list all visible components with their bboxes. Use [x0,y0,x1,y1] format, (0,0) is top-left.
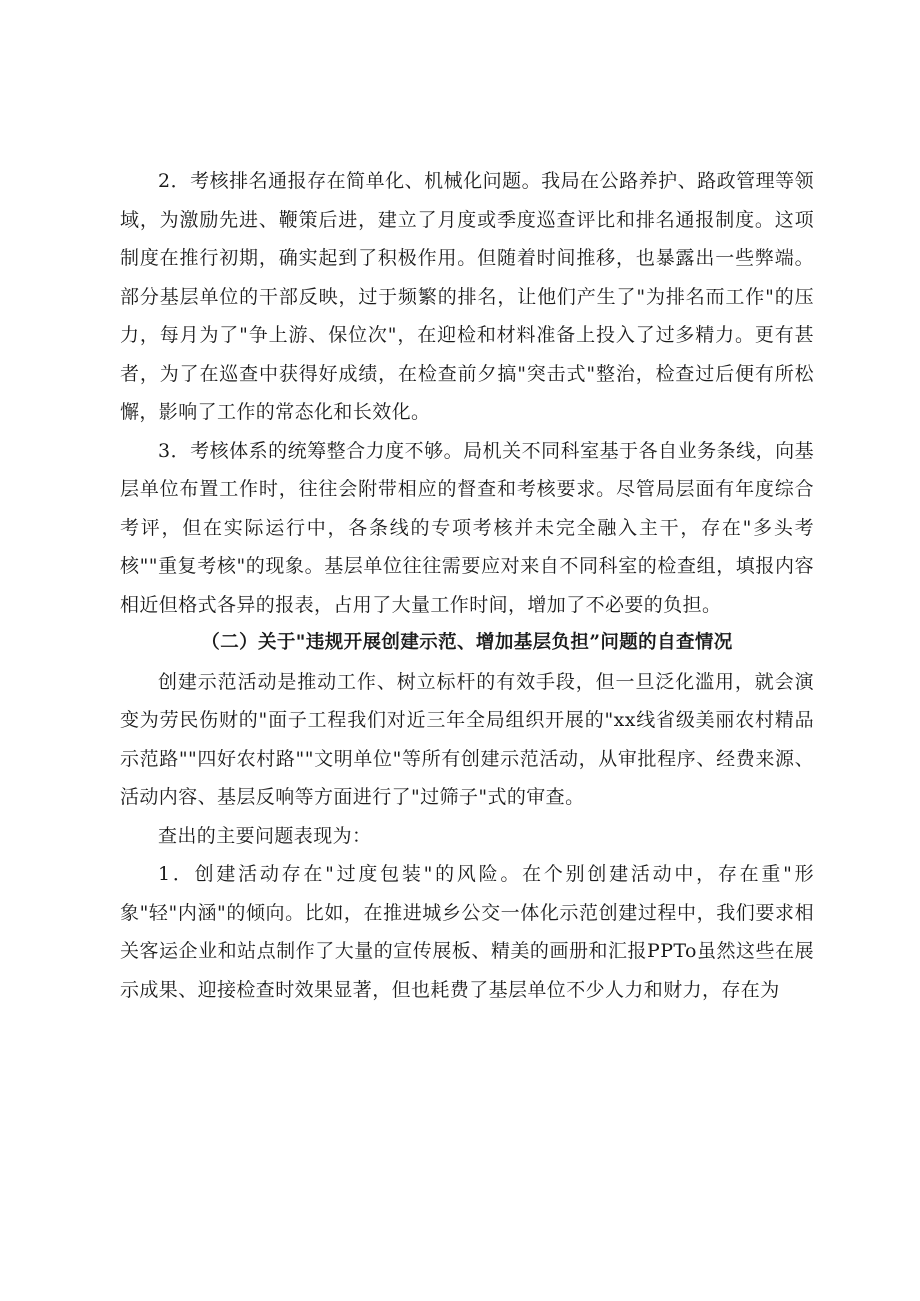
section-heading: （二）关于"违规开展创建示范、增加基层负担”问题的自查情况 [201,632,733,653]
paragraph-lead: 查出的主要问题表现为： [158,824,372,847]
paragraph-item-3: 3．考核体系的统筹整合力度不够。局机关不同科室基于各自业务条线，向基层单位布置工作时，往往会附带相应的督查和考核要求。尽管局层面有年度综合考评，但在实际运行中，各条线的专项考核并未完全融入主干，存在"多头考核""重复考核"的现象。基层单位往往需要应对来自不同科室的检查组，填报内容相近但格式各异的报表，占用了大量工作时间，增加了不必要的负担。 [120,439,814,616]
paragraph-item-1: 1．创建活动存在"过度包装"的风险。在个别创建活动中，存在重"形象"轻"内涵"的倾向。比如，在推进城乡公交一体化示范创建过程中，我们要求相关客运企业和站点制作了大量的宣传展板、精美的画册和汇报PPTo虽然这些在展示成果、迎接检查时效果显著，但也耗费了基层单位不少人力和财力，存在为 [120,863,814,1001]
paragraph-intro: 创建示范活动是推动工作、树立标杆的有效手段，但一旦泛化滥用，就会演变为劳民伤财的"面子工程我们对近三年全局组织开展的"xx线省级美丽农村精品示范路""四好农村路""文明单位"等所有创建示范活动，从审批程序、经费来源、活动内容、基层反响等方面进行了"过筛子"式的审查。 [120,670,814,808]
paragraph-item-2: 2．考核排名通报存在简单化、机械化问题。我局在公路养护、路政管理等领域，为激励先进、鞭策后进，建立了月度或季度巡查评比和排名通报制度。这项制度在推行初期，确实起到了积极作用。但随着时间推移，也暴露出一些弊端。部分基层单位的干部反映，过于频繁的排名，让他们产生了"为排名而工作"的压力，每月为了"争上游、保位次"，在迎检和材料准备上投入了过多精力。更有甚者，为了在巡查中获得好成绩，在检查前夕搞"突击式"整治，检查过后便有所松懈，影响了工作的常态化和长效化。 [120,170,814,423]
document-page [120,162,814,1009]
